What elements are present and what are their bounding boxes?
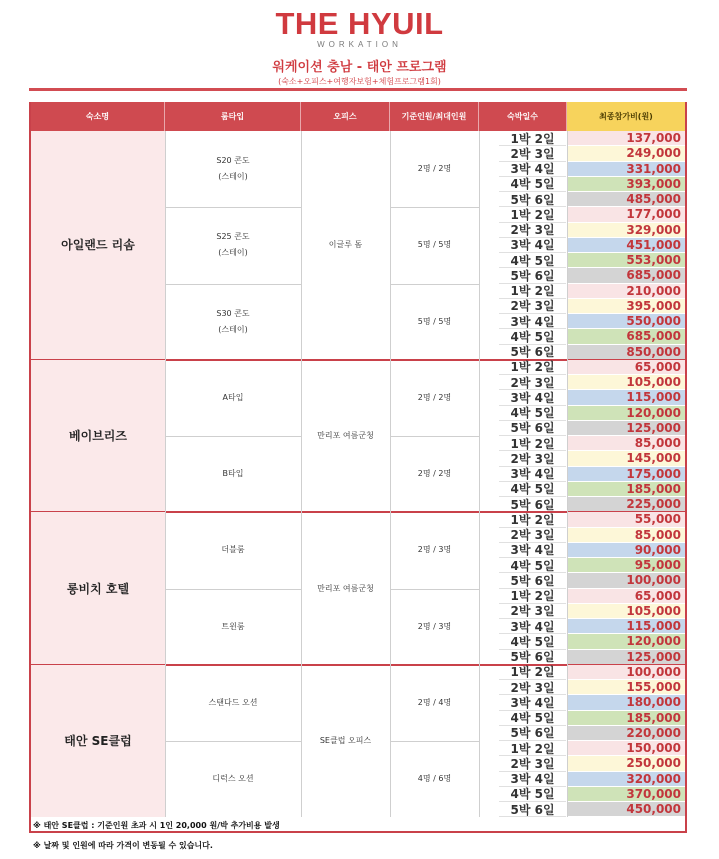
header-room-type: 룸타입 [165, 102, 301, 131]
nights-label: 2박 3일 [499, 451, 566, 466]
nights-label: 3박 4일 [499, 390, 566, 405]
nights-label: 3박 4일 [499, 162, 566, 177]
price-value: 100,000 [567, 573, 685, 588]
price-value: 150,000 [567, 741, 685, 756]
room-capacity: 2명 / 3명 [417, 621, 452, 631]
price-value: 450,000 [567, 802, 685, 817]
office-name: SE클럽 오피스 [319, 736, 372, 745]
nights-label: 5박 6일 [499, 421, 566, 436]
page-title: 워케이션 충남 - 태안 프로그램 [272, 60, 447, 75]
nights-label: 5박 6일 [499, 726, 566, 741]
note-price-variation: ※ 날짜 및 인원에 따라 가격이 변동될 수 있습니다. [33, 841, 213, 850]
nights-label: 1박 2일 [499, 741, 566, 756]
brand-subtitle: WORKATION [317, 40, 402, 49]
price-value: 115,000 [567, 390, 685, 405]
nights-label: 2박 3일 [499, 299, 566, 314]
room-type: 디럭스 오션 [212, 774, 254, 784]
nights-label: 5박 6일 [499, 497, 566, 512]
price-value: 320,000 [567, 772, 685, 787]
room-capacity: 2명 / 2명 [417, 392, 452, 402]
price-value: 329,000 [567, 223, 685, 238]
room-type: S25 콘도 (스테이) [216, 232, 250, 258]
price-value: 145,000 [567, 451, 685, 466]
price-value: 175,000 [567, 467, 685, 482]
nights-label: 1박 2일 [499, 360, 566, 375]
price-value: 685,000 [567, 268, 685, 283]
room-type: 트윈룸 [221, 621, 245, 631]
price-value: 55,000 [567, 512, 685, 527]
price-value: 250,000 [567, 756, 685, 771]
price-value: 225,000 [567, 497, 685, 512]
price-value: 393,000 [567, 177, 685, 192]
nights-label: 5박 6일 [499, 268, 566, 283]
price-value: 550,000 [567, 314, 685, 329]
nights-label: 4박 5일 [499, 787, 566, 802]
column-divider [301, 131, 302, 817]
nights-label: 3박 4일 [499, 543, 566, 558]
header-hotel: 숙소명 [31, 102, 165, 131]
room-capacity: 5명 / 5명 [417, 240, 452, 250]
price-value: 137,000 [567, 131, 685, 146]
nights-label: 4박 5일 [499, 482, 566, 497]
office-name: 만리포 여름군청 [317, 431, 374, 440]
column-divider [567, 131, 568, 817]
nights-label: 5박 6일 [499, 345, 566, 360]
column-divider [479, 131, 480, 817]
price-value: 95,000 [567, 558, 685, 573]
price-value: 105,000 [567, 375, 685, 390]
price-value: 395,000 [567, 299, 685, 314]
nights-label: 3박 4일 [499, 772, 566, 787]
office-name: 만리포 여름군청 [317, 583, 374, 593]
brand-logo: THE HYUIL [275, 6, 444, 41]
nights-label: 5박 6일 [499, 802, 566, 817]
nights-label: 1박 2일 [499, 436, 566, 451]
nights-label: 1박 2일 [499, 131, 566, 146]
nights-label: 1박 2일 [499, 207, 566, 222]
price-value: 85,000 [567, 436, 685, 451]
nights-label: 4박 5일 [499, 253, 566, 268]
title-divider [29, 88, 687, 91]
nights-label: 4박 5일 [499, 329, 566, 344]
price-value: 100,000 [567, 665, 685, 680]
nights-label: 3박 4일 [499, 314, 566, 329]
room-type: S30 콘도 (스테이) [216, 308, 250, 334]
header-office: 오피스 [301, 102, 390, 131]
nights-label: 3박 4일 [499, 238, 566, 253]
price-value: 85,000 [567, 528, 685, 543]
price-value: 105,000 [567, 604, 685, 619]
price-value: 115,000 [567, 619, 685, 634]
nights-label: 2박 3일 [499, 680, 566, 695]
room-type: S20 콘도 (스테이) [216, 156, 250, 182]
price-value: 120,000 [567, 634, 685, 649]
page-subtitle: (숙소+오피스+여행자보험+체험프로그램1회) [278, 77, 441, 86]
nights-label: 3박 4일 [499, 467, 566, 482]
column-divider [165, 131, 166, 817]
nights-label: 2박 3일 [499, 604, 566, 619]
nights-label: 3박 4일 [499, 695, 566, 710]
nights-label: 5박 6일 [499, 192, 566, 207]
header-final-price: 최종참가비(원) [567, 102, 685, 131]
price-value: 485,000 [567, 192, 685, 207]
hotel-name: 태안 SE클럽 [31, 665, 165, 818]
nights-label: 2박 3일 [499, 375, 566, 390]
price-value: 850,000 [567, 345, 685, 360]
header-capacity: 기준인원/최대인원 [390, 102, 479, 131]
nights-label: 4박 5일 [499, 406, 566, 421]
price-value: 185,000 [567, 711, 685, 726]
price-value: 185,000 [567, 482, 685, 497]
price-value: 155,000 [567, 680, 685, 695]
nights-label: 2박 3일 [499, 223, 566, 238]
nights-label: 1박 2일 [499, 512, 566, 527]
office-name: 이글루 돔 [328, 240, 363, 250]
price-value: 177,000 [567, 207, 685, 222]
room-capacity: 2명 / 2명 [417, 164, 452, 174]
hotel-name: 아일랜드 리솜 [31, 131, 165, 360]
price-value: 370,000 [567, 787, 685, 802]
column-divider [390, 131, 391, 817]
room-type: A타입 [222, 392, 244, 402]
room-capacity: 5명 / 5명 [417, 316, 452, 326]
nights-label: 2박 3일 [499, 528, 566, 543]
price-value: 451,000 [567, 238, 685, 253]
price-value: 65,000 [567, 360, 685, 375]
room-capacity: 2명 / 4명 [417, 697, 452, 707]
nights-label: 3박 4일 [499, 619, 566, 634]
nights-label: 1박 2일 [499, 665, 566, 680]
nights-label: 4박 5일 [499, 711, 566, 726]
price-value: 180,000 [567, 695, 685, 710]
price-value: 331,000 [567, 162, 685, 177]
nights-label: 4박 5일 [499, 634, 566, 649]
nights-label: 2박 3일 [499, 146, 566, 161]
hotel-name: 롱비치 호텔 [31, 512, 165, 665]
header-nights: 숙박일수 [479, 102, 567, 131]
nights-label: 1박 2일 [499, 284, 566, 299]
nights-label: 4박 5일 [499, 177, 566, 192]
price-value: 553,000 [567, 253, 685, 268]
price-value: 120,000 [567, 406, 685, 421]
room-type: 더블룸 [221, 545, 245, 555]
nights-label: 5박 6일 [499, 650, 566, 665]
hotel-name: 베이브리즈 [31, 360, 165, 513]
price-value: 125,000 [567, 650, 685, 665]
room-type: B타입 [222, 469, 244, 479]
room-capacity: 4명 / 6명 [417, 774, 452, 784]
note-se-club: ※ 태안 SE클럽 : 기준인원 초과 시 1인 20,000 원/박 추가비용 발생 [33, 821, 280, 830]
nights-label: 4박 5일 [499, 558, 566, 573]
price-value: 220,000 [567, 726, 685, 741]
room-type: 스탠다드 오션 [208, 697, 258, 707]
price-value: 685,000 [567, 329, 685, 344]
nights-label: 2박 3일 [499, 756, 566, 771]
room-capacity: 2명 / 3명 [417, 545, 452, 555]
nights-label: 1박 2일 [499, 589, 566, 604]
price-value: 65,000 [567, 589, 685, 604]
price-value: 210,000 [567, 284, 685, 299]
nights-label: 5박 6일 [499, 573, 566, 588]
room-capacity: 2명 / 2명 [417, 469, 452, 479]
price-value: 90,000 [567, 543, 685, 558]
price-value: 249,000 [567, 146, 685, 161]
price-value: 125,000 [567, 421, 685, 436]
header [0, 0, 719, 90]
